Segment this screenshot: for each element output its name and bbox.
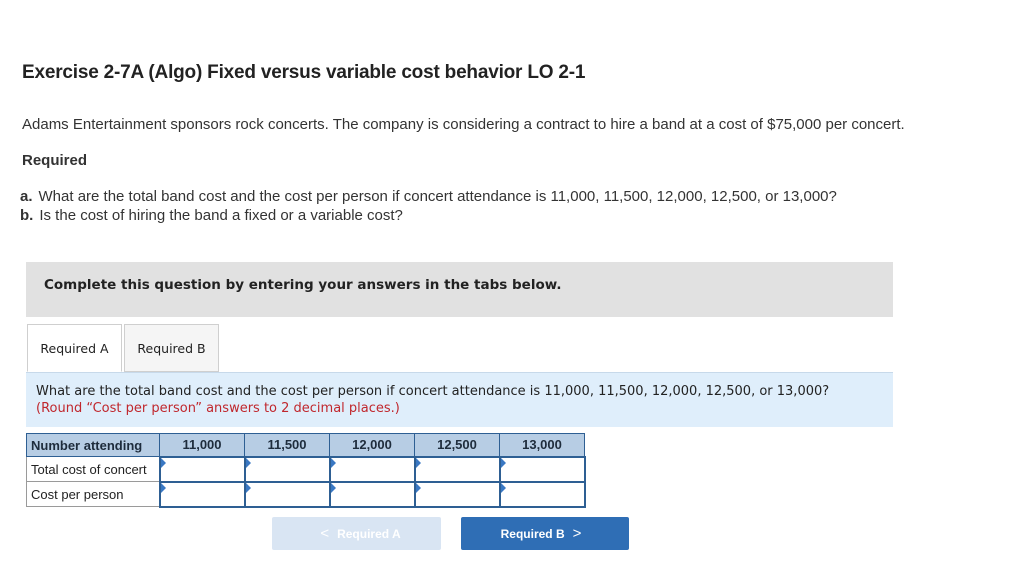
total-cost-input-11500[interactable]	[246, 458, 329, 481]
input-marker-icon	[161, 483, 166, 493]
tab-required-b[interactable]: Required B	[124, 324, 219, 372]
total-cost-input-11000[interactable]	[161, 458, 244, 481]
instruction-box	[26, 262, 893, 317]
input-marker-icon	[501, 483, 506, 493]
input-marker-icon	[331, 458, 336, 468]
table-row	[27, 457, 585, 482]
requirements-list	[20, 187, 837, 225]
total-cost-cell	[330, 457, 415, 482]
input-marker-icon	[416, 458, 421, 468]
total-cost-input-12500[interactable]	[416, 458, 499, 481]
cost-per-person-input-11500[interactable]	[246, 483, 329, 506]
previous-required-a-button[interactable]	[272, 517, 441, 550]
exercise-title: Exercise 2-7A (Algo) Fixed versus variable cost behavior LO 2-1	[22, 62, 586, 83]
total-cost-input-13000[interactable]	[501, 458, 584, 481]
requirement-text: What are the total band cost and the cost per person if concert attendance is 11,000, 11,500, 12,000, 12,500, or 13,000?	[38, 188, 837, 205]
requirement-letter: b.	[20, 207, 34, 224]
chevron-right-icon: >	[572, 525, 582, 542]
question-panel	[26, 372, 893, 427]
row-label-cost-per-person: Cost per person	[27, 482, 160, 507]
cost-per-person-cell	[160, 482, 245, 507]
answer-table	[26, 433, 586, 508]
total-cost-cell	[415, 457, 500, 482]
table-row	[27, 482, 585, 507]
input-marker-icon	[331, 483, 336, 493]
total-cost-input-12000[interactable]	[331, 458, 414, 481]
cost-per-person-cell	[245, 482, 330, 507]
panel-question: What are the total band cost and the cost per person if concert attendance is 11,000, 11,500, 12,000, 12,500, or 13,000?	[36, 384, 830, 399]
input-marker-icon	[246, 483, 251, 493]
requirement-letter: a.	[20, 188, 33, 205]
rounding-note: (Round “Cost per person” answers to 2 decimal places.)	[36, 401, 400, 416]
requirement-b	[20, 206, 837, 225]
column-header: 13,000	[500, 434, 585, 457]
column-header: 11,500	[245, 434, 330, 457]
next-button-label: Required B	[500, 526, 565, 541]
tab-required-a[interactable]: Required A	[27, 324, 122, 372]
input-marker-icon	[161, 458, 166, 468]
input-marker-icon	[416, 483, 421, 493]
column-header: 11,000	[160, 434, 245, 457]
cost-per-person-cell	[500, 482, 585, 507]
exercise-intro: Adams Entertainment sponsors rock concerts. The company is considering a contract to hire a band at a cost of $75,000 per concert.	[22, 116, 905, 133]
cost-per-person-input-13000[interactable]	[501, 483, 584, 506]
chevron-left-icon: <	[320, 525, 330, 542]
requirement-text: Is the cost of hiring the band a fixed or a variable cost?	[39, 207, 403, 224]
cost-per-person-cell	[330, 482, 415, 507]
input-marker-icon	[501, 458, 506, 468]
cost-per-person-input-12000[interactable]	[331, 483, 414, 506]
total-cost-cell	[160, 457, 245, 482]
row-header: Number attending	[27, 434, 160, 457]
input-marker-icon	[246, 458, 251, 468]
cost-per-person-input-11000[interactable]	[161, 483, 244, 506]
row-label-total-cost: Total cost of concert	[27, 457, 160, 482]
total-cost-cell	[500, 457, 585, 482]
previous-button-label: Required A	[337, 526, 401, 541]
column-header: 12,500	[415, 434, 500, 457]
requirement-a	[20, 187, 837, 206]
table-header-row	[27, 434, 585, 457]
cost-per-person-cell	[415, 482, 500, 507]
required-heading: Required	[22, 152, 88, 169]
instruction-text: Complete this question by entering your answers in the tabs below.	[44, 277, 562, 293]
cost-per-person-input-12500[interactable]	[416, 483, 499, 506]
next-required-b-button[interactable]	[461, 517, 629, 550]
column-header: 12,000	[330, 434, 415, 457]
total-cost-cell	[245, 457, 330, 482]
